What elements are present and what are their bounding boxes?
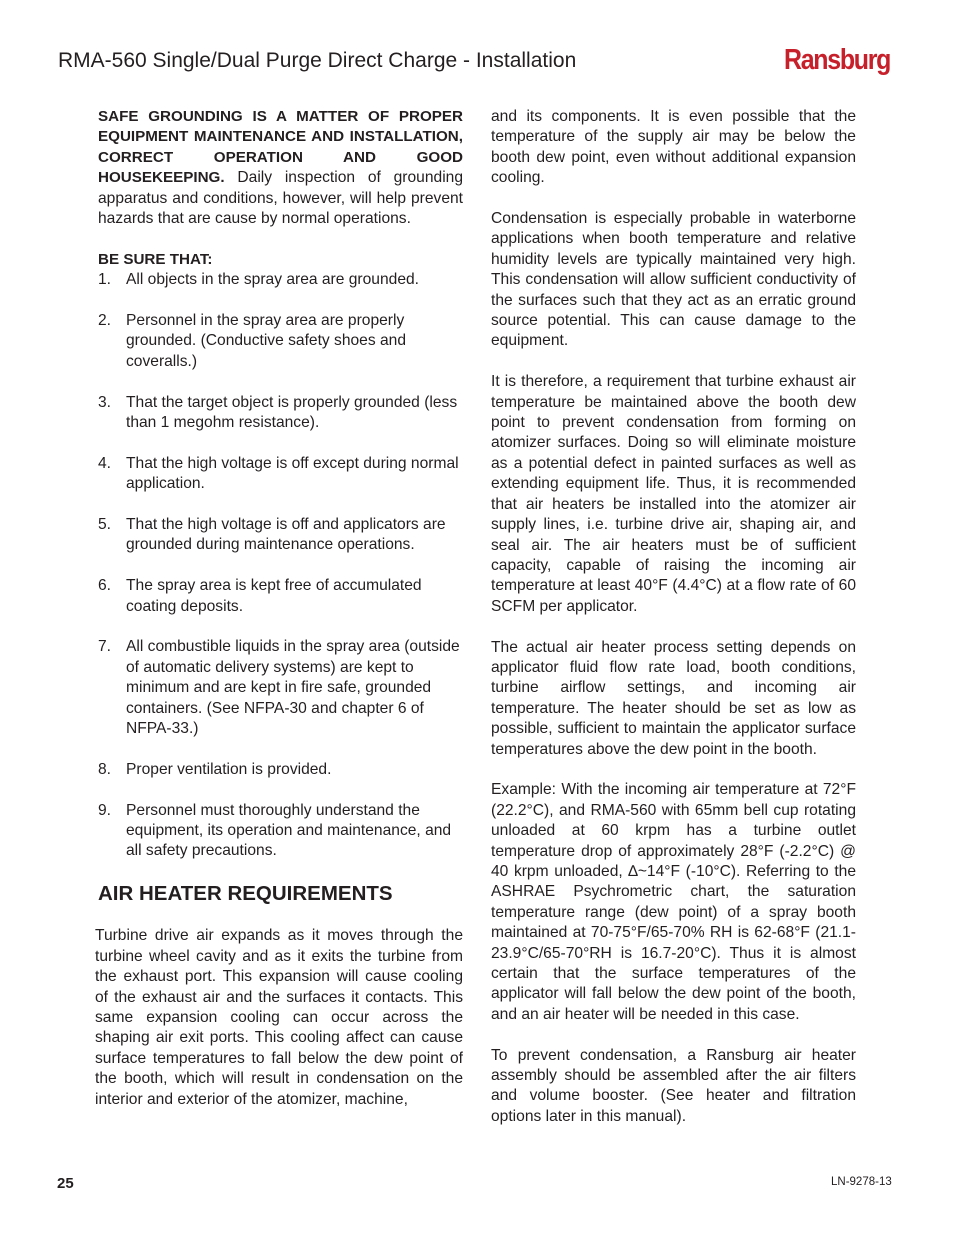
right-column — [491, 107, 856, 1148]
page-number: 25 — [57, 1175, 74, 1192]
list-item-text: That the high voltage is off except during normal application. — [126, 454, 459, 493]
list-item-number: 5. — [98, 516, 112, 534]
list-item-text: The spray area is kept free of accumulated coating deposits. — [126, 577, 422, 615]
list-item — [98, 270, 463, 290]
list-item-text: That the high voltage is off and applicators are grounded during maintenance operations. — [126, 516, 446, 554]
list-item-number: 6. — [98, 577, 112, 595]
list-item-text: All combustible liquids in the spray area (outside of automatic delivery systems) are kept to minimum and are kept in fire safe, grounded containers. (See NFPA-30 and chapter 6 of NFPA-33.) — [126, 638, 460, 738]
list-item-text: All objects in the spray area are grounded. — [126, 271, 419, 289]
list-item-number: 4. — [98, 454, 112, 472]
list-item-number: 7. — [98, 638, 112, 656]
body-paragraph: and its components. It is even possible that the temperature of the supply air may be below the booth dew point, even without additional expansion cooling. — [491, 108, 856, 187]
grounding-intro — [98, 107, 463, 229]
left-column — [95, 107, 463, 1130]
list-item-number: 8. — [98, 760, 112, 778]
list-item-text: Personnel must thoroughly understand the equipment, its operation and maintenance, and all safety precautions. — [126, 801, 452, 860]
list-item — [98, 801, 463, 862]
list-item — [98, 637, 463, 739]
list-item-text: That the target object is properly grounded (less than 1 megohm resistance). — [126, 393, 458, 432]
list-item-number: 1. — [98, 271, 112, 289]
body-paragraph: Example: With the incoming air temperature at 72°F (22.2°C), and RMA-560 with 65mm bell cup rotating unloaded at 60 krpm has a turbine outlet temperature drop of approximately 28°F (-2.2°C) @ 40 krpm unloaded, ∆~14°F (-10°C). Referring to the ASHRAE Psychrometric chart, the saturation temperature range (dew point) of a spray booth maintained at 70-75°F/65-70% RH is 62-68°F (21.1-23.9°C/65-70°RH is 16.7-20°C). Thus it is almost certain that the surface temperatures of the applicator will fall below the dew point of the booth, and an air heater will be needed in this case. — [491, 781, 856, 1023]
body-paragraph: It is therefore, a requirement that turbine exhaust air temperature be maintained above the booth dew point to prevent condensation from forming on atomizer surfaces. Doing so will eliminate moisture as a potential defect in painted surfaces as well as extending equipment life. Thus, it is recommended that air heaters be installed into the atomizer air supply lines, i.e. turbine drive air, shaping air, and seal air. The air heaters must be of sufficient capacity, capable of raising the incoming air temperature at least 40°F (4.4°C) at a flow rate of 60 SCFM per applicator. — [491, 373, 856, 615]
document-number: LN-9278-13 — [831, 1176, 892, 1188]
list-item-number: 3. — [98, 393, 112, 411]
list-item-number: 9. — [98, 801, 112, 819]
list-item — [98, 454, 463, 495]
section-heading-air-heater: AIR HEATER REQUIREMENTS — [98, 882, 393, 906]
list-item-text: Personnel in the spray area are properly grounded. (Conductive safety shoes and coveralls.) — [126, 312, 407, 370]
body-paragraph: To prevent condensation, a Ransburg air heater assembly should be assembled after the air filters and volume booster. (See heater and filtration options later in this manual). — [491, 1046, 856, 1125]
list-item — [98, 311, 463, 372]
brand-logo: Ransburg — [784, 44, 891, 76]
grounding-intro-bold: SAFE GROUNDING IS A MATTER OF PROPER EQUIPMENT MAINTENANCE AND INSTALLATION, CORRECT OPERATION AND GOOD HOUSEKEEPING. — [98, 108, 463, 187]
list-item-number: 2. — [98, 312, 112, 330]
air-heater-paragraph: Turbine drive air expands as it moves through the turbine wheel cavity and as it exits the turbine from the exhaust port. This expansion will cause cooling of the exhaust air and the surfaces it contacts. This same expansion cooling can occur across the shaping air exit ports. This cooling affect can cause surface temperatures to fall below the dew point of the booth, which will result in condensation on the interior and exterior of the atomizer, machine, — [95, 927, 463, 1108]
list-item — [98, 515, 463, 556]
list-item-text: Proper ventilation is provided. — [126, 760, 332, 778]
list-item — [98, 760, 463, 780]
body-paragraph: Condensation is especially probable in waterborne applications when booth temperature and relative humidity levels are typically maintained very high. This condensation will allow sufficient conductivity of the surfaces such that they act as an erratic ground source potential. This can cause damage to the equipment. — [491, 210, 856, 350]
body-paragraph: The actual air heater process setting depends on applicator fluid flow rate load, booth conditions, turbine airflow settings, and incoming air temperature. The heater should be set as low as possible, sufficient to maintain the applicator surface temperatures above the dew point in the booth. — [491, 638, 856, 758]
safety-checklist — [98, 270, 463, 862]
be-sure-heading: BE SURE THAT: — [98, 250, 213, 268]
page-header-title: RMA-560 Single/Dual Purge Direct Charge - Installation — [58, 49, 577, 72]
grounding-intro-text: Daily inspection of grounding apparatus and conditions, however, will help prevent hazards that are cause by normal operations. — [98, 169, 463, 228]
list-item — [98, 393, 463, 434]
list-item — [98, 576, 463, 617]
